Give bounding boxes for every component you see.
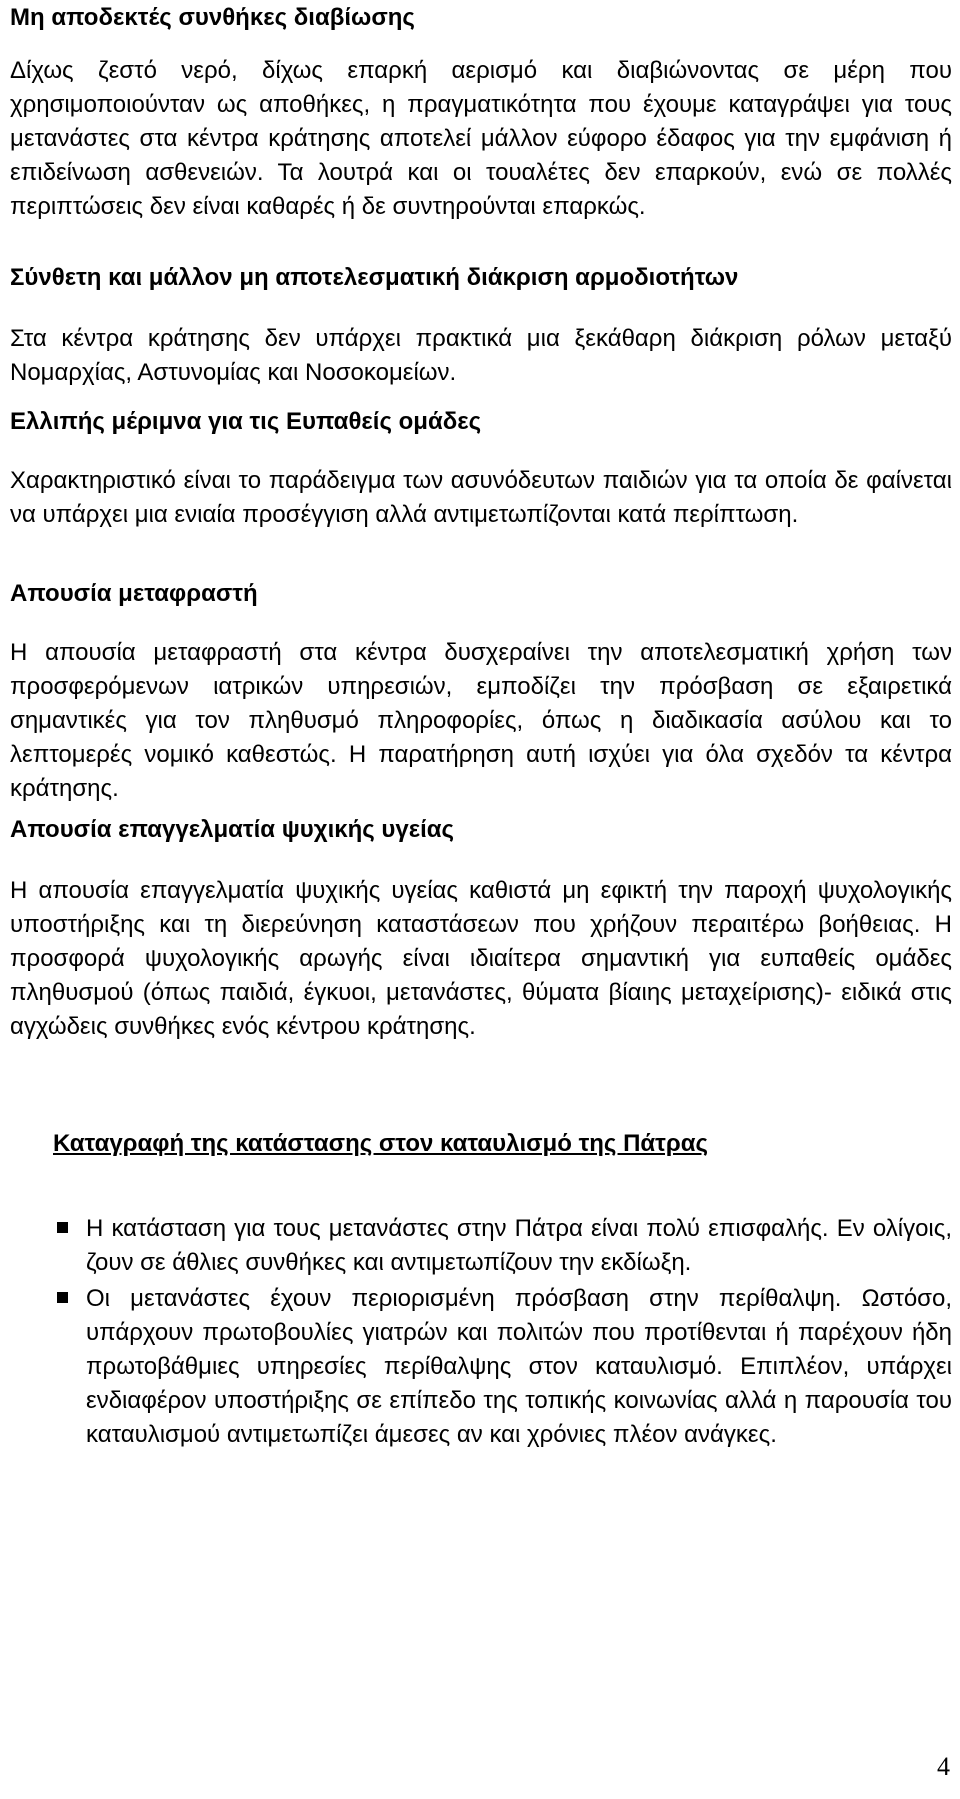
square-bullet-icon	[57, 1292, 68, 1303]
section-heading-mental-health: Απουσία επαγγελματία ψυχικής υγείας	[10, 816, 455, 843]
bullet-text: Οι μετανάστες έχουν περιορισμένη πρόσβαση στην περίθαλψη. Ωστόσο, υπάρχουν πρωτοβουλίες γιατρών και πολιτών που προτίθενται ή παρέχουν ήδη πρωτοβάθμιες υπηρεσίες περίθαλψης στον καταυλισμό. Επιπλέον, υπάρχει ενδιαφέρον υποστήριξης σε επίπεδο της τοπικής κοινωνίας αλλά η παρουσία του καταυλισμού αντιμετωπίζει άμεσες αν και χρόνιες πλέον ανάγκες.	[86, 1285, 952, 1448]
section-heading-translator: Απουσία μεταφραστή	[10, 580, 258, 607]
square-bullet-icon	[57, 1222, 68, 1233]
section-body-translator: Η απουσία μεταφραστή στα κέντρα δυσχεραίνει την αποτελεσματική χρήση των προσφερόμενων ιατρικών υπηρεσιών, εμποδίζει την πρόσβαση σε εξαιρετικά σημαντικές για τον πληθυσμό πληροφορίες, όπως η διαδικασία ασύλου και το λεπτομερές νομικό καθεστώς. Η παρατήρηση αυτή ισχύει για όλα σχεδόν τα κέντρα κράτησης.	[10, 639, 952, 802]
page-number: 4	[937, 1752, 950, 1781]
patra-bullet-list	[0, 1212, 960, 1454]
section-body-vulnerable-groups: Χαρακτηριστικό είναι το παράδειγμα των ασυνόδευτων παιδιών για τα οποία δε φαίνεται να υπάρχει μια ενιαία προσέγγιση αλλά αντιμετωπίζονται κατά περίπτωση.	[10, 467, 952, 528]
section-body-responsibilities: Στα κέντρα κράτησης δεν υπάρχει πρακτικά μια ξεκάθαρη διάκριση ρόλων μεταξύ Νομαρχίας, Αστυνομίας και Νοσοκομείων.	[10, 325, 952, 386]
bullet-text: Η κατάσταση για τους μετανάστες στην Πάτρα είναι πολύ επισφαλής. Εν ολίγοις, ζουν σε άθλιες συνθήκες και αντιμετωπίζουν την εκδίωξη.	[86, 1215, 952, 1276]
section-heading-vulnerable-groups: Ελλιπής μέριμνα για τις Ευπαθείς ομάδες	[10, 408, 482, 435]
patra-heading: Καταγραφή της κατάστασης στον καταυλισμό της Πάτρας	[53, 1130, 708, 1157]
section-heading-responsibilities: Σύνθετη και μάλλον μη αποτελεσματική διάκριση αρμοδιοτήτων	[10, 264, 739, 291]
section-heading-living-conditions: Μη αποδεκτές συνθήκες διαβίωσης	[10, 4, 415, 31]
section-body-mental-health: Η απουσία επαγγελματία ψυχικής υγείας καθιστά μη εφικτή την παροχή ψυχολογικής υποστήριξης και τη διερεύνηση καταστάσεων που χρήζουν περαιτέρω βοήθειας. Η προσφορά ψυχολογικής αρωγής είναι ιδιαίτερα σημαντική για ευπαθείς ομάδες πληθυσμού (όπως παιδιά, έγκυοι, μετανάστες, θύματα βίαιης μεταχείρισης)- ειδικά στις αγχώδεις συνθήκες ενός κέντρου κράτησης.	[10, 877, 952, 1040]
list-item	[0, 1282, 960, 1452]
section-body-living-conditions: Δίχως ζεστό νερό, δίχως επαρκή αερισμό και διαβιώνοντας σε μέρη που χρησιμοποιούνταν ως αποθήκες, η πραγματικότητα που έχουμε καταγράψει για τους μετανάστες στα κέντρα κράτησης αποτελεί μάλλον εύφορο έδαφος για την εμφάνιση ή επιδείνωση ασθενειών. Τα λουτρά και οι τουαλέτες δεν επαρκούν, ενώ σε πολλές περιπτώσεις δεν είναι καθαρές ή δε συντηρούνται επαρκώς.	[10, 57, 952, 220]
list-item	[0, 1212, 960, 1280]
